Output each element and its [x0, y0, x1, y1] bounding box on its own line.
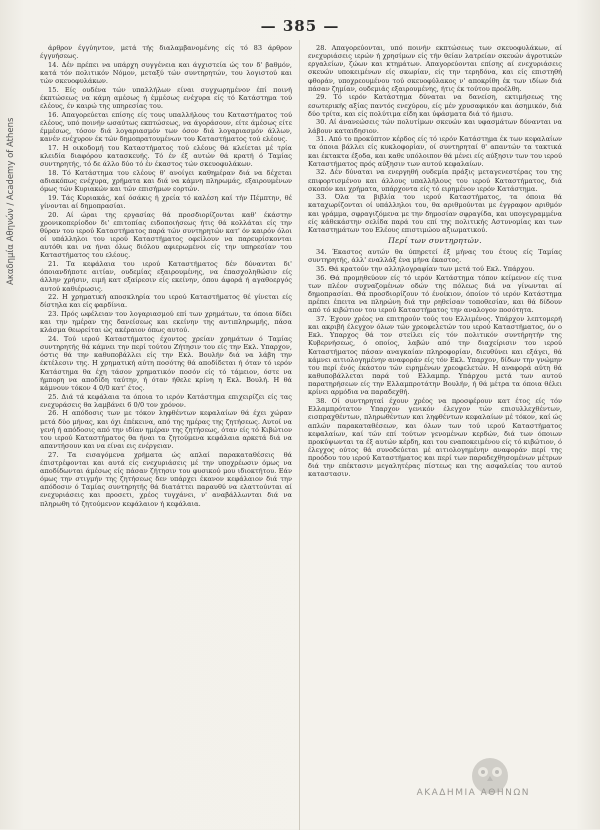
watermark-label: ΑΚΑΔΗΜΙΑ ΑΘΗΝΩΝ — [416, 788, 530, 798]
paragraph: 26. Η απόδοσις των με τόκον ληφθέντων κεφαλαίων θά έχει χώραν μετά δύο μήνας, και όχι έπέκεινα, από της ημέρας της ζητήσεως. Αυτοί να γενή ή απόδοσις από την ιδίαν ημέραν της ζητήσεως, όταν είς τό Κιβώτιον του ιερού Καταστήματος θα ήναι τα ζητούμενα κεφάλαια αρκετά διά να απαντήσουν και να είναι εις ενέργειαν. — [40, 409, 292, 450]
paragraph: 22. Η χρηματική αποσκληρία του ιερού Καταστήματος θέ γίνεται είς δίστηλα και είς φαρδίνια. — [40, 293, 292, 310]
paragraph: άρθρον έγγύηντον, μετά τής διαλαμβανομένης είς τό 83 άρθρον έγγυήσεως. — [40, 44, 292, 61]
paragraph: 29. Τό ιερόν Κατάστημα δύναται να δανείση, εκτιμήσεως της εσωτερικής αξίας παντός ενεχύρου, είς μέν χρυσαφικόν και άσημικόν, διά δύο τρίτα, και είς πολύτιμα είδη και ύφάσματα διά τό ήμισυ. — [308, 93, 562, 118]
paragraph: 18. Τό Κατάστημα του ελέους θ' ανοίγει καθημέραν διά να δέχεται αδιακόπως ενέχυρα, χρήματα και διά να κάμνη πληρωμάς, εξαιρουμένων όμως τών Κυριακών και τών επισήμων εορτών. — [40, 168, 292, 194]
left-column — [40, 44, 292, 508]
paragraph: 25. Διά τά κεφάλαια τα όποια το ιερόν Κατάστημα επιχειρίζει είς τας ενεχυράσεις θα λαμβάνει 6 0/0 τον χρόνον. — [40, 392, 292, 409]
paragraph: 19. Τάς Κυριακάς, καί όσάκις ή χρεία τό καλέση καί τήν Πέμπτην, θέ γίνονται αί δημοπρασίαι. — [40, 193, 292, 210]
paragraph: 17. Η οικοδομή του Καταστήματος τού ελέους θά κλείεται μέ τρία κλειδία διαφόρου κατασκευής. Τό έν έξ αυτών θά κρατή ό Ταμίας συντηρητής, τό δε άλλο δύο τό έν έκαστος τών σκευοφυλάκων. — [40, 143, 292, 169]
paragraph: 21. Τα κεφάλαια του ιερού Καταστήματος δέν δύνανται δι' όποιανδήποτε αιτίαν, ουδεμίας εξαιρουμένης, να έπασχοληθώσιν είς άλλην χρήσιν, ειμή κατ εξαίρεσιν είς εκείνην, όπου άφορά ή αγαθοεργός αυτού καθιέρωσις. — [40, 260, 292, 293]
paragraph: 35. Θά κρατούν την αλληλογραφίαν των μετά τού Εκλ. Υπάρχου. — [316, 265, 535, 274]
archive-side-stamp: Ακαδημία Αθηνών / Academy of Athens — [6, 117, 16, 285]
column-divider — [299, 40, 300, 830]
paragraph: 31. Από το προκύπτον κέρδος είς τό ιερόν Κατάστημα έκ των κεφαλαίων τα όποια βάλλει είς κυκλοφορίαν, οί συντηρηταί θ' απαντών τα τακτικά και έκτακτα έξοδα, και καθε υπόλοιπον θά μένει είς αύξησιν των του ιερού Καταστήματος πρός αύξησιν των αυτού κεφαλαίων. — [308, 135, 562, 168]
paragraph: 20. Αί ώραι της εργασίας θά προσδιορίζονται καθ' έκάστην χρονικοπερίοδον δι' επιτοπίας ειδοποιήσεως ήτις θά κολλάται είς την θύραν του ιερού Καταστήματος παρά τών συντηρητών κατ' όν καιρόν όλοι οί υπάλληλοι του ιερού Καταστήματος οφείλουν να παρευρίσκονται αυτόθι και να ήναι όλως διόλου αφιερωμένοι είς την υπηρεσίαν του Καταστήματος του ελέους. — [40, 210, 292, 260]
section-heading: Περί των συντηρητών. — [388, 236, 482, 246]
paragraph: 32. Δέν δύναται να ενεργηθή ουδεμία πράξις μεταγενεστέρας του της επιφορτισμένου και άλλους υπαλλήλους του ιερού Καταστήματος, διά σκοπόν και χρήματα, υπάρχοντα είς τό ειρημένον ιερόν Κατάστημα. — [308, 168, 562, 193]
paragraph: 24. Τού ιερού Καταστήματος έχοντος χρείαν χρημάτων ό Ταμίας συντηρητής θά κάμνει την περί τούτου Ζήτησιν του είς την Εκλ. Υπαρχον, όστις θά την καθυποβάλλει είς την Εκλ. Βουλήν διά να λάβη την έκτέλεσιν της. Η χρηματική αύτη ποσότης θά αποδίδεται ή όταν τό ιερόν Κατάστημα θα έχη τάσον χρηματικόν ποσόν είς τό τάμειον, όστε να ήμπορη να αποδίδη ταύτην, ή όταν ήθελε κρίνη η Εκλ. Βουλή. Η θά κάμνουν τόκον 4 0/0 κατ' έτος. — [40, 334, 292, 392]
paragraph: 30. Αί άνανεώσεις τών πολυτίμων σκευών και υφασμάτων δύνανται να λάβουν καταιδησιον. — [308, 118, 562, 135]
paragraph: 28. Απαγορεύονται, υπό ποινήν εκπτώσεως των σκευοφυλάκων, αί ενεχυριάσεις ιερών ή χρησίμων είς τήν θείαν λατρείαν σκευών άγροτικών εργαλείων, ζώων και κτημάτων. Απαγορεύονται επίσης αί ενεχυριάσεις σκευών υποκειμένων είς σκωρίαν, είς την τερηδόνα, και είς επιστηθή φθοράν, υποχρεουμένου τού σκευοφύλακος ν' αποκρίθη έκ των ιδίων διά πάσαν ζημίαν, ουδεμιάς εξαιρουμένης, ήτις έκ τούτου προέλθη. — [308, 44, 562, 93]
paragraph: 36. Θά προμηθεύουν είς τό ιερόν Κατάστημα τόπον κείμενον είς τινα των πλέον συχναζομένων οδών της πόλεως διά να γίνωνται αί δημοπρασίαι. Θά προσδιορίζουν τό ένοίκιον, όποίον τό ιερόν Κατάστημα πρέπει έπειτα να πληρώνη διά την ρηθείσαν τοποθεσίαν, και θά δίδουν από τό κιβώτιον του ιερού Καταστήματος την αναλογον ποσότητα. — [308, 273, 562, 315]
paragraph: 38. Οί συντηρηταί έχουν χρέος να προσφέρουν κατ έτος είς τόν Ελλαμπρότατον Υπαρχον γενικόν έλεγχον τών επισυλλεχθέντων, εισπραχθέντων, πληρωθέντων και ληφθέντων κεφαλαίων μέ τόκον, καί ώς απλών παρακαταθέσεων, και όλων των τού ιερού Καταστήματος κεφαλαίων, καί τών επί τούτων γενομένων κερδών, διά των όποιων προκύψωνται τα έξ αυτών κέρδη, και του εναποκειμένου είς τό κιβώτιον, ό έλεγχος ούτος θά συνοδεύεται μέ αιτιολογημένην αναφοράν περί της προόδου του ιερού Καταστήματος και περί των παραδεχθησομένων μέτρων διά την επέκτασιν μεγαλητέρας πίστεως και της ασφαλείας του αυτού καταστασιν. — [308, 397, 562, 479]
paragraph: 23. Πρός ωφέλειαν του λογαριασμού επί των χρημάτων, τα όποια δίδει και την ημέραν της δανείσεως και εκείνην της αντιπληρωμής, πάσα κλάσμα θεωρείται ώς ακέραιον όπως αυτού. — [40, 310, 292, 335]
right-column — [308, 44, 562, 479]
paragraph: 33. Όλα τα βιβλία του ιερού Καταστήματος, τα όποια θά καταχωρίζονται οί υπάλληλοι του, θα αριθμούνται με έγγραφον αριθμόν και γράμμα, σφραγιζόμενα με την δημοσίαν σφραγίδα, και υπογεγραμμένα είς κάθεκάστην σελίδα παρά του επί της πολιτικής Αστυνομίας και των Καταστημάτων του Ελέους επιστιμώου αξιωματικού. — [308, 193, 562, 234]
page-number: — 385 — — [260, 17, 340, 35]
paragraph: 15. Είς ουδένα τών υπαλλήλων είναι συγχωρημένον έπί ποινή έκπτώσεως να κάμη αμέσως ή έμμέσως ενέχυρα είς τό Κατάστημα τού ελέους, έν καιρώ της υπηρεσίας του. — [40, 85, 292, 111]
paragraph: 14. Δέν πρέπει να υπάρχη συγγένεια και άγχιστεία ώς τον δ' βαθμόν, κατά τόν πολιτικόν Νόμον, μεταξύ τών συντηρητών, του λογιστού και τών σκευοφυλάκων. — [40, 60, 292, 86]
paragraph: 34. Έκαστος αυτών θα ύπηρετεί έξ μήνας του έτους είς Ταμίας συντηρητής, άλλ' εναλλάξ ένα μήνα έκαστος. — [308, 248, 562, 265]
paragraph: 37. Έχουν χρέος να επιτηρούν τούς του Ελλιμένος. Υπάρχον λεπτομερή και ακριβή έλεγχον όλων τών χρεοφελετών του ιερού Καταστήματος, όν ο Εκλ. Υπαρχος θά τον στείλει είς τόν πολιτικόν συντήρητήν της Κυβερνήσεως, ό οποίος, λαβών από την διαχείρισιν του ιερού Καταστήματος πάσαν αναγκαίαν πληροφορίαν, διευθύνει και εξάγει, θά κάμνει αιτιολογημένην αναφοράν είς τόν Εκλ. Υπαρχον, δίδων την γνώμην του περί ένός έκάστου τών ειρημένων χρεοφελετών. Η αναφορά αύτη θά καθυποβάλλεται παρά τού Ελλαμπρ. Υπάρχου μετά των αυτού παρατηρήσεων είς την Ελλαμπροτάτην Βουλήν, ή θά μέτρα τα όποια θέλει κρίνει αρμόδια να παραδεχθή. — [308, 315, 562, 397]
paragraph: 27. Τα εισαγόμενα χρήματα ώς απλαί παρακαταθέσεις θά έπιστρέφονται και αυτά είς ενεχυριάσεις μέ την υποχρέωσιν όμως να αποδίδωνται άμέσως είς πάσαν ζήτησιν του φυσικού μου ιδιοκτήτου. Εάν όμως την στιγμήν της ζητήσεως δεν υπάρχει έκανον κεφάλαιον διά την απόδοσιν ό Ταμίας συντηρητής θά διατάττει παραυθύ να ελαττούνται αί ενεχυριάσεις και προσετι, χρέος τυγχάνει, ν' αναβάλλωνται διά να πληρωθη τό ζητούμενον κεφάλαιον ή κεφάλαια. — [40, 450, 292, 508]
academy-watermark — [380, 750, 530, 800]
paragraph: 16. Απαγορεύεται επίσης είς τους υπαλλήλους του Καταστήματος τού ελέους, υπό ποινήν ωσαύτως εκπτώσεως, να άγοράσουν, είτε άμέσως είτε έμμέσως, τόσον διά λογαριασμόν των όσον διά λογαριασμόν άλλων, κανέν ενέχυρον έκ τών δημοπρατουμένων του Καταστήματος τού ελέους. — [40, 110, 292, 144]
